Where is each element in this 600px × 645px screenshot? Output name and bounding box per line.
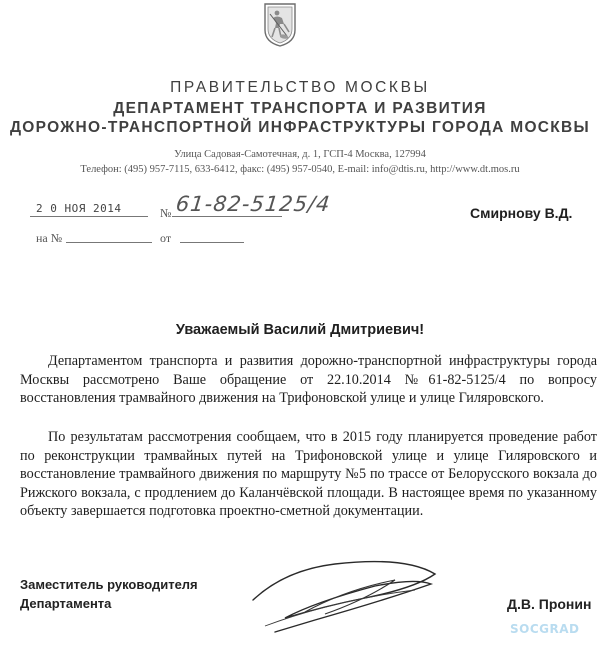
signatory-title — [20, 575, 198, 613]
department-name-line2: ДОРОЖНО-ТРАНСПОРТНОЙ ИНФРАСТРУКТУРЫ ГОРОДА МОСКВЫ — [9, 119, 591, 136]
government-title: ПРАВИТЕЛЬСТВО МОСКВЫ — [170, 79, 430, 96]
letter-paragraph-1: Департаментом транспорта и развития дорожно-транспортной инфраструктуры города Москвы рассмотрено Ваше обращение от 22.10.2014 №61-82-5125/4 по вопросу восстановления трамвайного движения на Трифоновской улице и улице Гиляровского. — [20, 353, 597, 407]
incoming-date-line — [180, 242, 244, 243]
recipient-name: Смирнову В.Д. — [470, 205, 573, 221]
watermark: SOCGRAD — [510, 622, 580, 636]
signatory-title-line2: Департамента — [20, 596, 112, 611]
department-contacts: Телефон: (495) 957-7115, 633-6412, факс: (495) 957-0540, E-mail: info@dtis.ru, http://www.dt.mos.ru — [80, 164, 520, 175]
number-line — [172, 216, 282, 217]
incoming-date-label: от — [160, 231, 172, 245]
letter-paragraph-2: По результатам рассмотрения сообщаем, что в 2015 году планируется проведение работ по реконструкции трамвайных путей на Трифоновской улице и улице Гиляровского и восстановление трамвайного движения по маршруту №5 по трассе от Белорусского вокзала до Рижского вокзала, с продлением до Каланчёвской площади. В настоящее время по указанному объекту завершается подготовка проектно-сметной документации. — [20, 429, 597, 520]
signatory-name: Д.В. Пронин — [507, 596, 592, 612]
number-label: № — [160, 206, 172, 220]
department-address: Улица Садовая-Самотечная, д. 1, ГСП-4 Москва, 127994 — [174, 149, 426, 160]
department-name-line1: ДЕПАРТАМЕНТ ТРАНСПОРТА И РАЗВИТИЯ — [113, 100, 487, 117]
handwritten-signature-icon — [245, 540, 445, 640]
outgoing-date-stamp: 2 0 НОЯ 2014 — [36, 202, 122, 215]
date-line — [30, 216, 148, 217]
incoming-number-label: на № — [36, 231, 63, 245]
letter-greeting: Уважаемый Василий Дмитриевич! — [175, 322, 425, 338]
outgoing-number: 61-82-5125/4 — [174, 192, 332, 216]
moscow-coat-of-arms-icon — [263, 2, 297, 48]
signatory-title-line1: Заместитель руководителя — [20, 577, 198, 592]
incoming-number-line — [66, 242, 152, 243]
